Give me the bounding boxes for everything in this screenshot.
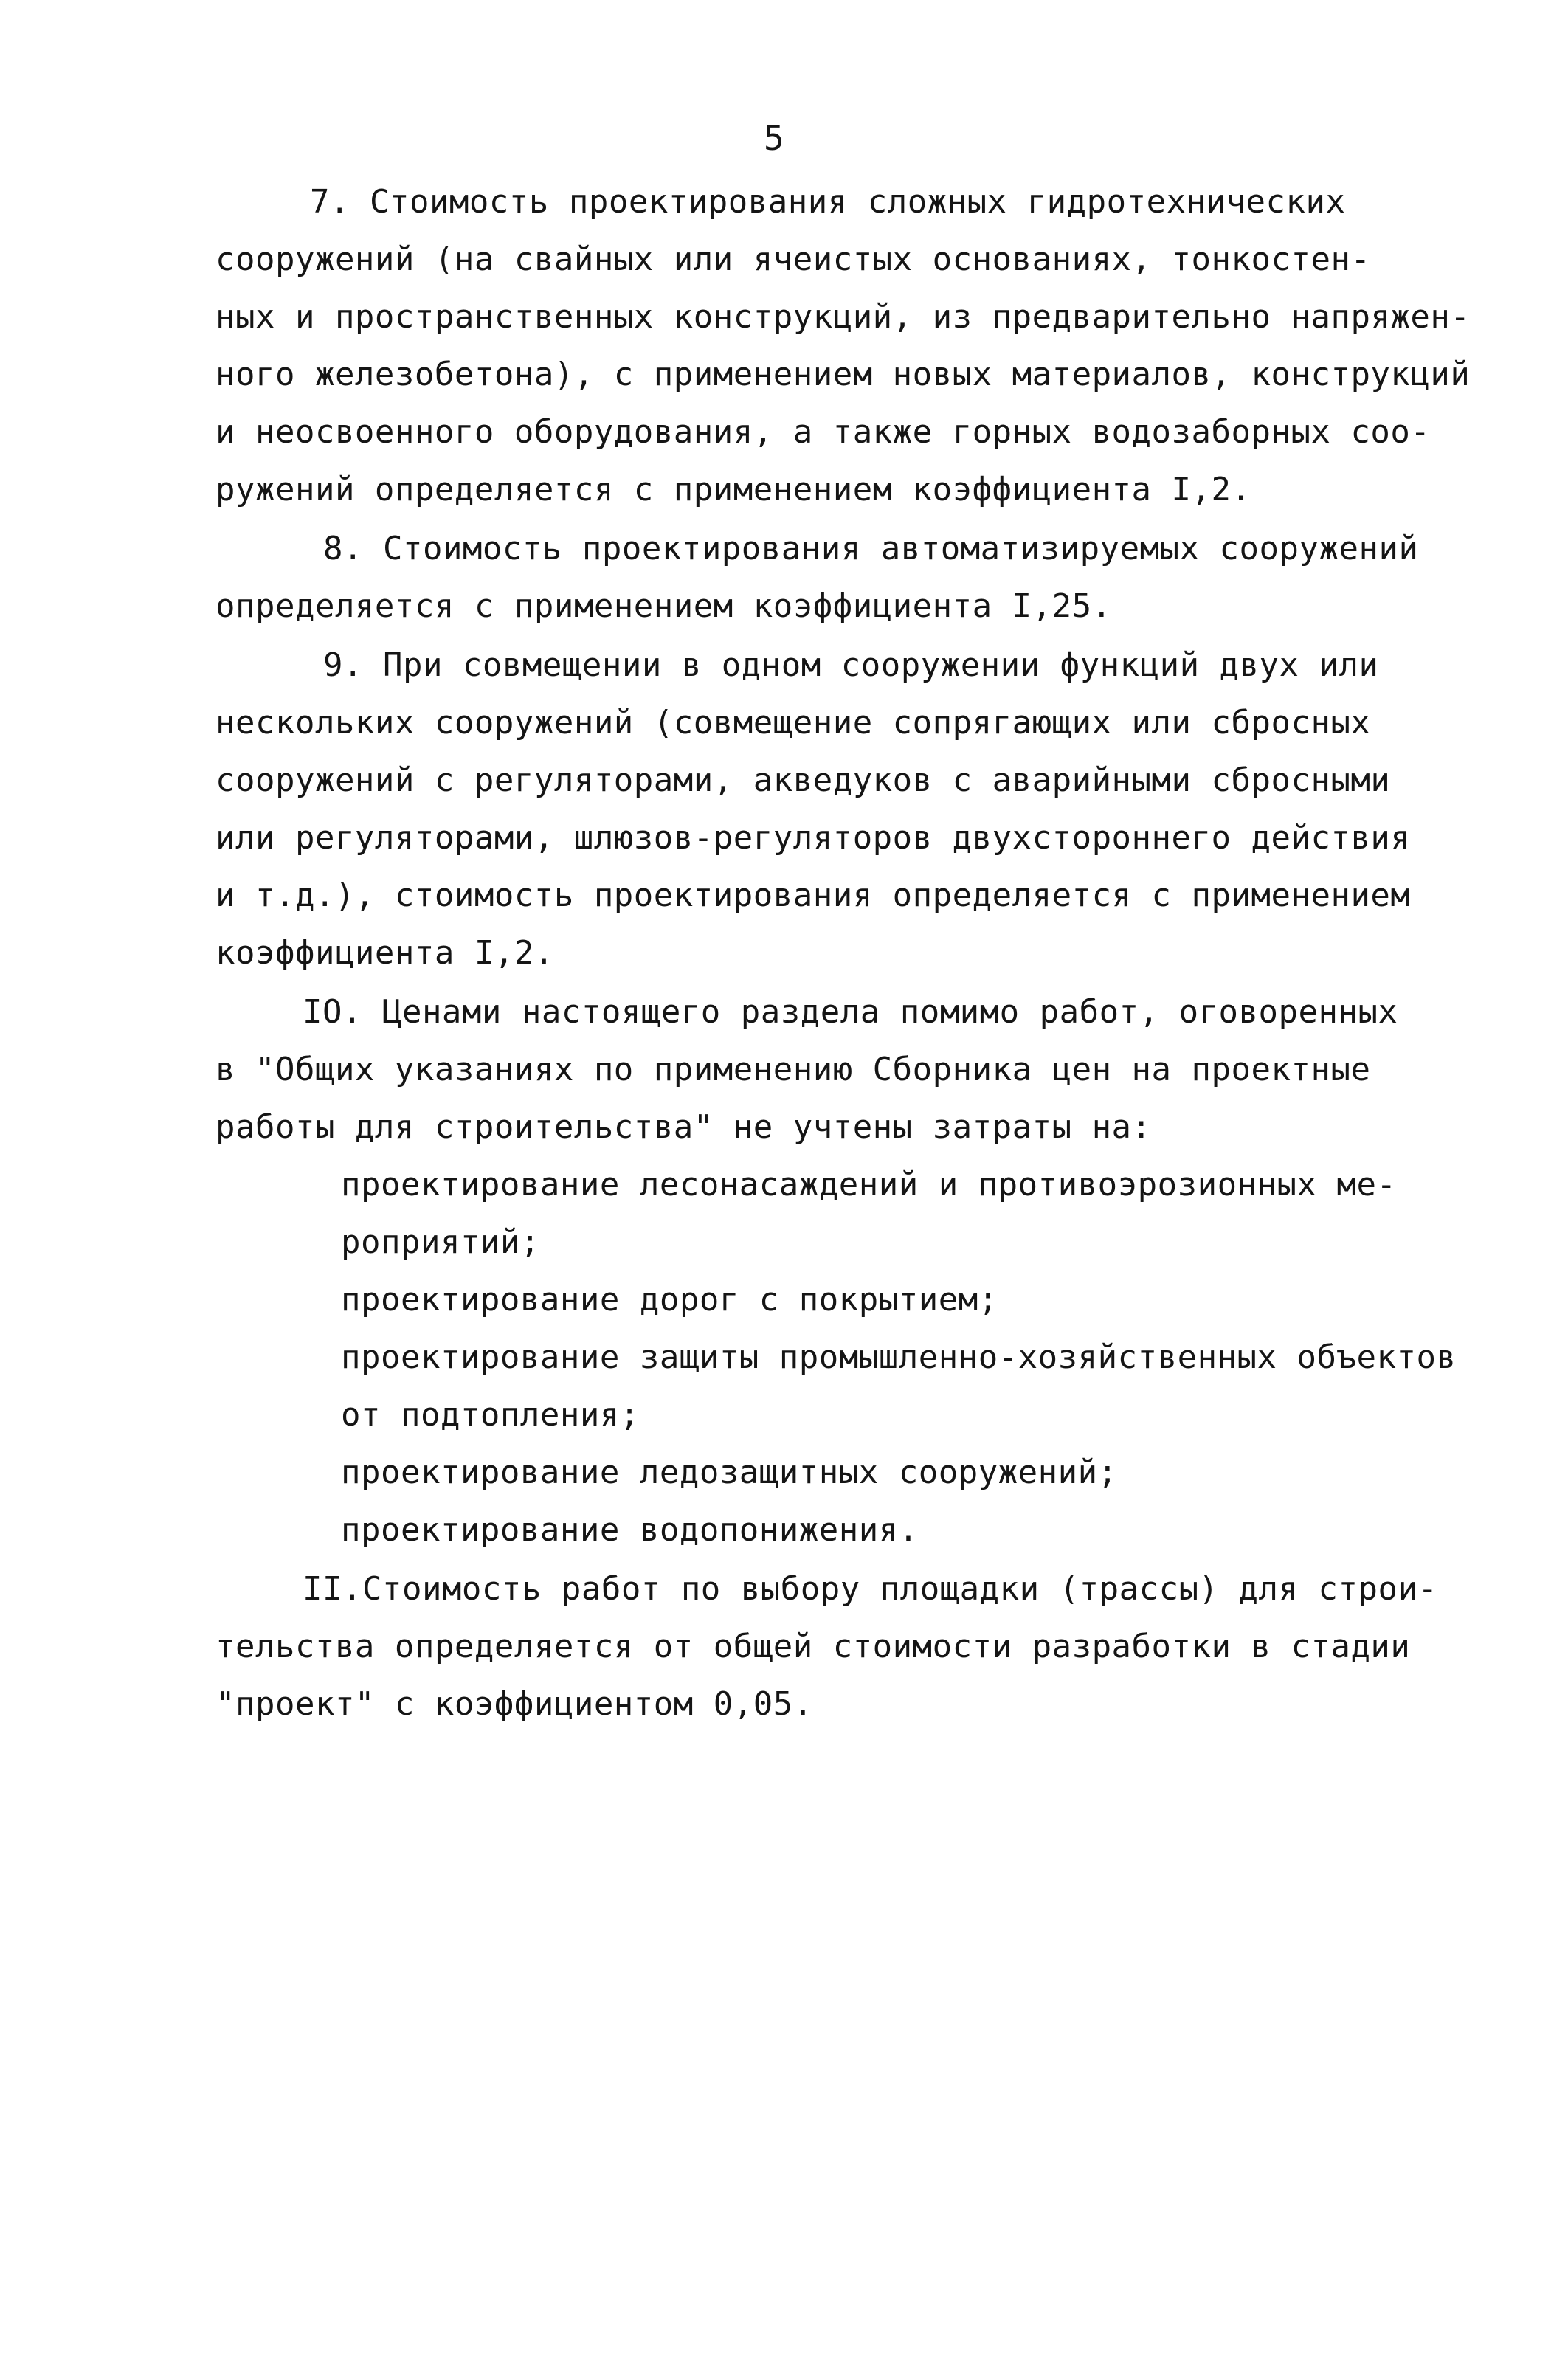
text-line: коэффициента I,2. <box>215 934 554 972</box>
text-line: II.Стоимость работ по выбору площадки (трассы) для строи- <box>303 1570 1438 1608</box>
text-line: роприятий; <box>341 1223 540 1261</box>
text-line: тельства определяется от общей стоимости разработки в стадии <box>215 1628 1411 1665</box>
text-line: проектирование водопонижения. <box>341 1511 919 1549</box>
page-number: 5 <box>764 118 784 158</box>
text-line: 9. При совмещении в одном сооружении функций двух или <box>323 646 1379 684</box>
text-line: "проект" с коэффициентом 0,05. <box>215 1685 813 1723</box>
text-line: сооружений (на свайных или ячеистых основаниях, тонкостен- <box>215 241 1371 278</box>
text-line: проектирование защиты промышленно-хозяйственных объектов <box>341 1338 1457 1376</box>
text-line: 8. Стоимость проектирования автоматизируемых сооружений <box>323 530 1419 567</box>
text-line: и т.д.), стоимость проектирования определяется с применением <box>215 877 1411 914</box>
text-line: определяется с применением коэффициента I,25. <box>215 587 1112 625</box>
text-line: ного железобетона), с применением новых материалов, конструкций <box>215 356 1471 393</box>
text-line: нескольких сооружений (совмещение сопрягающих или сбросных <box>215 704 1371 742</box>
text-line: проектирование ледозащитных сооружений; <box>341 1454 1118 1491</box>
text-line: от подтопления; <box>341 1396 640 1434</box>
text-line: сооружений с регуляторами, акведуков с аварийными сбросными <box>215 761 1391 799</box>
text-line: ружений определяется с применением коэффициента I,2. <box>215 471 1251 508</box>
text-line: IO. Ценами настоящего раздела помимо работ, оговоренных <box>303 993 1398 1031</box>
text-line: или регуляторами, шлюзов-регуляторов двухстороннего действия <box>215 819 1411 857</box>
text-line: в "Общих указаниях по применению Сборника цен на проектные <box>215 1051 1371 1088</box>
text-line: проектирование лесонасаждений и противоэрозионных ме- <box>341 1166 1397 1203</box>
text-line: ных и пространственных конструкций, из предварительно напряжен- <box>215 298 1471 336</box>
text-line: и неосвоенного оборудования, а также горных водозаборных соо- <box>215 413 1431 451</box>
text-line: проектирование дорог с покрытием; <box>341 1281 998 1319</box>
text-line: 7. Стоимость проектирования сложных гидротехнических <box>310 183 1346 221</box>
text-line: работы для строительства" не учтены затраты на: <box>215 1108 1152 1146</box>
